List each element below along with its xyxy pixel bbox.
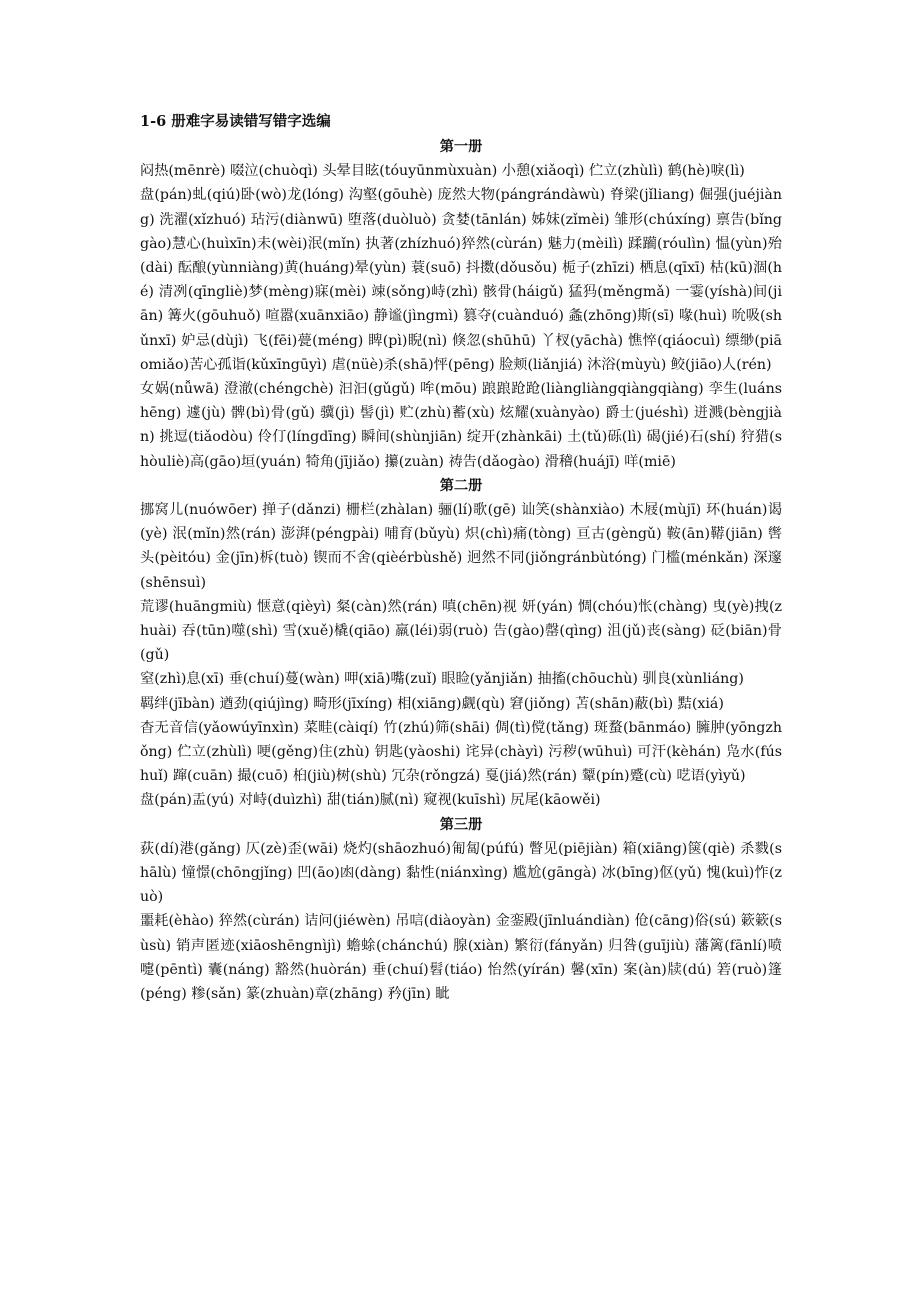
- paragraph: 噩耗(èhào) 猝然(cùrán) 诘问(jiéwèn) 吊唁(diàoyàn) 金銮殿(jīnluándiàn) 伧(cāng)俗(sú) 簌簌(sùsù) 销声匿迹(xiāoshēngnìjì) 蟾蜍(chánchú) 腺(xiàn) 繁衍(fányǎn) 归咎(guījiù) 藩篱(fānlí)喷嚏(pēntì) 囊(náng) 豁然(huòrán) 垂(chuí)髫(tiáo) 怡然(yírán) 馨(xīn) 案(àn)牍(dú) 箬(ruò)篷(péng) 糁(sǎn) 篆(zhuàn)章(zhāng) 矜(jīn) 眦: [140, 913, 782, 1003]
- paragraph: 女娲(nǚwā) 澄澈(chéngchè) 汩汩(gǔgǔ) 哞(mōu) 踉踉跄跄(liàngliàngqiàngqiàng) 孪生(luánshēng) 遽(jù) 髀(bì)骨(gǔ) 骥(jì) 髻(jì) 贮(zhù)蓄(xù) 炫耀(xuànyào) 爵士(juéshì) 迸溅(bèngjiàn) 挑逗(tiǎodòu) 伶仃(língdīng) 瞬间(shùnjiān) 绽开(zhànkāi) 土(tǔ)砾(lì) 碣(jié)石(shí) 狩猎(shòuliè)高(gāo)垣(yuán) 犄角(jījiǎo) 攥(zuàn) 祷告(dǎogào) 滑稽(huájī) 咩(miē): [140, 381, 782, 470]
- paragraph: 杳无音信(yǎowúyīnxìn) 菜畦(càiqí) 竹(zhú)筛(shāi) 倜(tì)傥(tǎng) 斑蝥(bānmáo) 臃肿(yōngzhǒng) 伫立(zhùlì) 哽(gěng)住(zhù) 钥匙(yàoshi) 诧异(chàyì) 污秽(wūhuì) 可汗(kèhán) 凫水(fúshuǐ) 蹿(cuān) 撮(cuō) 桕(jiù)树(shù) 冗杂(rǒngzá) 戛(jiá)然(rán) 颦(pín)蹙(cù) 呓语(yìyǔ): [140, 719, 782, 785]
- section-heading: 第二册: [439, 477, 483, 494]
- paragraph: 闷热(mēnrè) 啜泣(chuòqì) 头晕目眩(tóuyūnmùxuàn) 小憩(xiǎoqì) 伫立(zhùlì) 鹤(hè)唳(lì): [140, 163, 745, 180]
- document-page: [140, 110, 782, 1006]
- paragraph: 荒谬(huāngmiù) 惬意(qièyì) 粲(càn)然(rán) 嗔(chēn)视 妍(yán) 惆(chóu)怅(chàng) 曳(yè)拽(zhuài) 吞(tūn)噬(shì) 雪(xuě)橇(qiāo) 羸(léi)弱(ruò) 告(gào)罄(qìng) 沮(jǔ)丧(sàng) 砭(biān)骨(gǔ): [140, 598, 782, 664]
- section-heading: 第一册: [439, 139, 483, 155]
- section-2: [140, 474, 782, 813]
- section-3: [140, 813, 782, 1007]
- paragraph: 羁绊(jībàn) 遒劲(qiújìng) 畸形(jīxíng) 相(xiāng)觑(qù) 窘(jiǒng) 苫(shān)蔽(bì) 黠(xiá): [140, 695, 724, 712]
- paragraph: 窒(zhì)息(xī) 垂(chuí)蔓(wàn) 呷(xiā)嘴(zuǐ) 眼睑(yǎnjiǎn) 抽搐(chōuchù) 驯良(xùnliáng): [140, 671, 744, 688]
- paragraph: 挪窝儿(nuówōer) 掸子(dǎnzi) 栅栏(zhàlan) 骊(lí)歌(gē) 讪笑(shànxiào) 木屐(mùjī) 环(huán)谒(yè) 泯(mǐn)然(rán) 澎湃(péngpài) 哺育(bǔyù) 炽(chì)痛(tòng) 亘古(gèngǔ) 鞍(ān)鞯(jiān) 辔头(pèitóu) 金(jīn)柝(tuò) 锲而不舍(qièérbùshě) 迥然不同(jiǒngránbùtóng) 门槛(ménkǎn) 深邃(shēnsuì): [140, 502, 782, 591]
- paragraph: 盘(pán)盂(yú) 对峙(duìzhì) 甜(tián)腻(nì) 窥视(kuīshì) 尻尾(kāowěi): [140, 792, 601, 809]
- document-title: 1-6 册难字易读错写错字选编: [140, 113, 331, 130]
- section-heading: 第三册: [439, 816, 483, 833]
- paragraph: 荻(dí)港(gǎng) 仄(zè)歪(wāi) 烧灼(shāozhuó)匍匐(púfú) 瞥见(piējiàn) 箱(xiāng)箧(qiè) 杀戮(shālù) 憧憬(chōngjǐng) 凹(āo)凼(dàng) 黏性(niánxìng) 尴尬(gāngà) 冰(bīng)伛(yǔ) 愧(kuì)怍(zuò): [140, 840, 782, 906]
- paragraph: 盘(pán)虬(qiú)卧(wò)龙(lóng) 沟壑(gōuhè) 庞然大物(pángrándàwù) 脊梁(jǐliang) 倔强(juéjiàng) 洗濯(xǐzhuó) 玷污(diànwū) 堕落(duòluò) 贪婪(tānlán) 姊妹(zǐmèi) 雏形(chúxíng) 禀告(bǐnggào)慧心(huìxīn)未(wèi)泯(mǐn) 执著(zhízhuó)猝然(cùrán) 魅力(mèilì) 蹂躏(róulìn) 愠(yùn)殆(dài) 酝酿(yùnniàng)黄(huáng)晕(yùn) 蓑(suō) 抖擞(dǒusǒu) 栀子(zhīzi) 栖息(qīxī) 枯(kū)涸(hé) 清冽(qīngliè)梦(mèng)寐(mèi) 竦(sǒng)峙(zhì) 骸骨(háigǔ) 猛犸(měngmǎ) 一霎(yíshà)间(jiān) 篝火(gōuhuǒ) 喧嚣(xuānxiāo) 静谧(jìngmì) 篡夺(cuànduó) 螽(zhōng)斯(sī) 喙(huì) 吮吸(shǔnxī) 妒忌(dùjì) 飞(fēi)甍(méng) 睥(pì)睨(nì) 倏忽(shūhū) 丫杈(yāchà) 憔悴(qiáocuì) 缥缈(piāomiǎo)苦心孤诣(kǔxīngūyì) 虐(nüè)杀(shā)怦(pēng) 脸颊(liǎnjiá) 沐浴(mùyù) 鲛(jiāo)人(rén): [140, 187, 782, 373]
- section-1: [140, 135, 782, 474]
